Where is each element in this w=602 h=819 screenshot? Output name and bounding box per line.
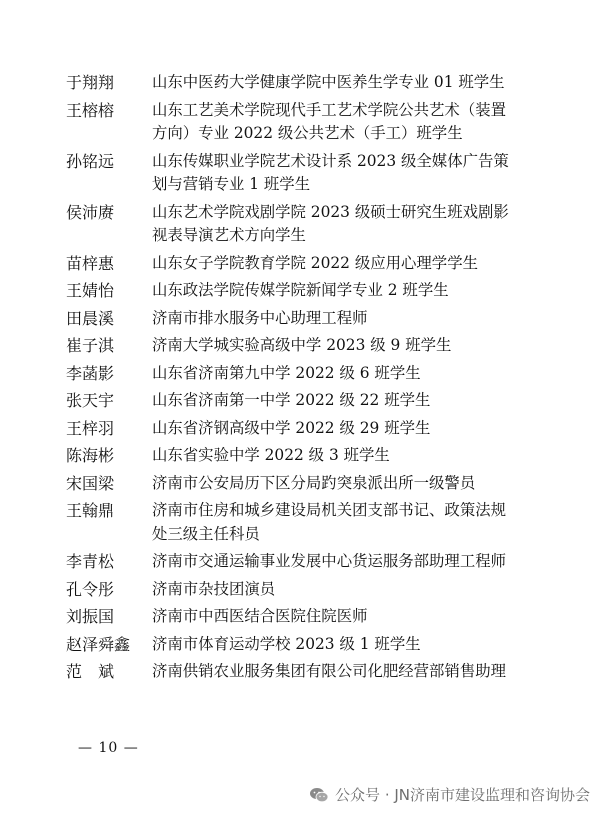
list-item	[66, 550, 536, 574]
list-item	[66, 71, 536, 95]
person-name: 王梓羽	[66, 418, 115, 438]
person-description	[152, 578, 524, 602]
description-line: 济南供销农业服务集团有限公司化肥经营部销售助理	[152, 662, 506, 680]
description-line: 山东省济钢高级中学 2022 级 29 班学生	[152, 418, 431, 437]
person-name: 赵泽舜鑫	[66, 634, 131, 654]
description-line: 济南大学城实验高级中学 2023 级 9 班学生	[152, 336, 452, 354]
person-name: 田晨溪	[66, 308, 115, 328]
list-item	[66, 417, 536, 441]
description-line: 山东政法学院传媒学院新闻学专业 2 班学生	[152, 281, 449, 299]
person-description	[152, 605, 524, 629]
list-item	[66, 99, 536, 146]
list-item	[66, 472, 536, 496]
person-name: 刘振国	[66, 607, 115, 626]
list-item	[66, 307, 536, 331]
list-item	[66, 605, 536, 629]
person-description	[152, 334, 524, 358]
person-description	[152, 499, 524, 546]
person-description	[152, 417, 524, 441]
description-line: 济南市住房和城乡建设局机关团支部书记、政策法规	[152, 501, 506, 519]
list-item	[66, 252, 536, 276]
name-list	[66, 71, 536, 688]
person-description	[152, 201, 524, 248]
list-item	[66, 389, 536, 413]
description-line: 济南市公安局历下区分局趵突泉派出所一级警员	[152, 473, 476, 492]
list-item	[66, 578, 536, 602]
description-line: 山东工艺美术学院现代手工艺术学院公共艺术（装置	[152, 100, 506, 119]
person-description	[152, 307, 524, 331]
person-description	[152, 99, 524, 146]
description-line: 视表导演艺术方向学生	[152, 226, 306, 244]
description-line: 方向）专业 2022 级公共艺术（手工）班学生	[152, 124, 463, 142]
page-number: — 10 —	[78, 740, 139, 756]
description-line: 济南市中西医结合医院住院医师	[152, 607, 368, 625]
list-item	[66, 334, 536, 358]
person-description	[152, 389, 524, 413]
description-line: 济南市交通运输事业发展中心货运服务部助理工程师	[152, 552, 506, 570]
person-description	[152, 633, 524, 657]
list-item	[66, 362, 536, 386]
person-description	[152, 660, 524, 684]
person-name: 于翔翔	[66, 73, 115, 92]
person-name: 王婧怡	[66, 281, 115, 300]
person-description	[152, 550, 524, 574]
person-name: 李青松	[66, 552, 115, 571]
person-name: 宋国梁	[66, 473, 115, 493]
description-line: 山东省实验中学 2022 级 3 班学生	[152, 446, 390, 464]
person-description	[152, 279, 524, 303]
description-line: 山东中医药大学健康学院中医养生学专业 01 班学生	[152, 73, 505, 91]
person-name: 李菡影	[66, 363, 115, 383]
person-description	[152, 362, 524, 386]
list-item	[66, 499, 536, 546]
description-line: 划与营销专业 1 班学生	[152, 175, 311, 193]
person-name: 张天宇	[66, 391, 115, 410]
list-item	[66, 201, 536, 248]
list-item	[66, 150, 536, 197]
description-line: 山东传媒职业学院艺术设计系 2023 级全媒体广告策	[152, 151, 509, 170]
person-description	[152, 71, 524, 95]
person-name: 范 斌	[66, 662, 115, 681]
wechat-icon	[309, 787, 329, 803]
description-line: 山东省济南第一中学 2022 级 22 班学生	[152, 391, 431, 409]
person-name: 孙铭远	[66, 151, 115, 171]
description-line: 济南市排水服务中心助理工程师	[152, 308, 368, 327]
description-line: 济南市杂技团演员	[152, 579, 276, 598]
person-name: 崔子淇	[66, 336, 115, 355]
person-description	[152, 472, 524, 496]
person-name: 陈海彬	[66, 446, 115, 465]
description-line: 山东艺术学院戏剧学院 2023 级硕士研究生班戏剧影	[152, 202, 509, 221]
list-item	[66, 633, 536, 657]
person-name: 王榕榕	[66, 100, 115, 120]
watermark-text: 公众号 · JN济南市建设监理和咨询协会	[335, 786, 590, 804]
person-description	[152, 444, 524, 468]
person-description	[152, 150, 524, 197]
description-line: 山东女子学院教育学院 2022 级应用心理学学生	[152, 253, 478, 272]
description-line: 济南市体育运动学校 2023 级 1 班学生	[152, 634, 421, 653]
watermark	[309, 784, 590, 805]
list-item	[66, 279, 536, 303]
list-item	[66, 444, 536, 468]
list-item	[66, 660, 536, 684]
description-line: 山东省济南第九中学 2022 级 6 班学生	[152, 363, 421, 382]
description-line: 处三级主任科员	[152, 524, 260, 543]
person-name: 苗梓惠	[66, 253, 115, 273]
person-name: 侯沛赓	[66, 202, 115, 222]
person-name: 孔令彤	[66, 579, 115, 599]
person-name: 王翰鼎	[66, 501, 115, 520]
person-description	[152, 252, 524, 276]
